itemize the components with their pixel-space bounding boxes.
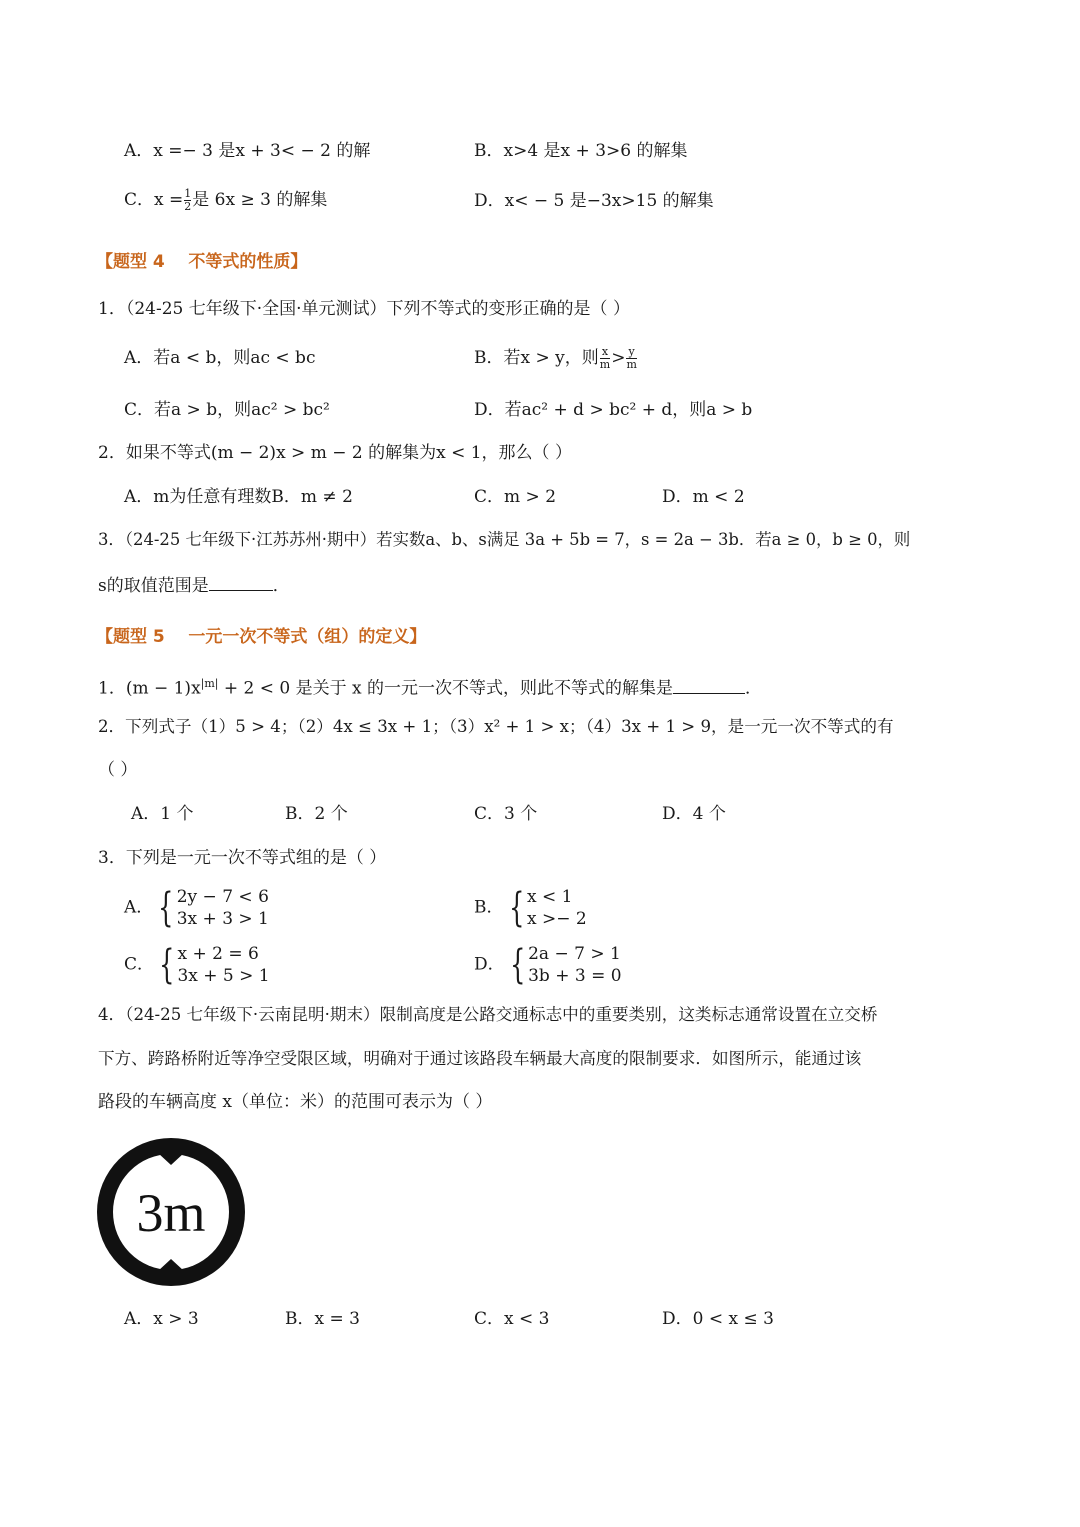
option-a: A．m为任意有理数B．m ≠ 2 bbox=[124, 487, 353, 507]
question-stem-cont: （ ） bbox=[98, 760, 138, 780]
option-d: D．0 < x ≤ 3 bbox=[662, 1309, 774, 1329]
inequality-system: { 2a − 7 > 1 3b + 3 = 0 bbox=[509, 942, 622, 988]
fraction: $\frac{x}{m}$ bbox=[599, 345, 611, 371]
question-stem: 3．下列是一元一次不等式组的是（ ） bbox=[98, 848, 387, 868]
option-d: D．若ac² + d > bc² + d，则a > b bbox=[474, 400, 753, 420]
option-a: A．1 个 bbox=[131, 804, 194, 824]
option-a: A．若a < b，则ac < bc bbox=[124, 348, 316, 368]
option-d: D．m < 2 bbox=[662, 487, 745, 507]
option-d: D．4 个 bbox=[662, 804, 726, 824]
question-stem: 2．如果不等式(m − 2)x > m − 2 的解集为x < 1，那么（ ） bbox=[98, 443, 572, 463]
inequality-system: { x < 1 x >− 2 bbox=[508, 885, 587, 931]
option-c: C．若a > b，则ac² > bc² bbox=[124, 400, 330, 420]
option-b: B．x = 3 bbox=[285, 1309, 360, 1329]
answer-blank bbox=[209, 572, 273, 591]
inequality-system: { 2y − 7 < 6 3x + 3 > 1 bbox=[158, 885, 269, 931]
option-b: B．若x > y，则 $\frac{x}{m}$ > $\frac{y}{m}$ bbox=[474, 345, 637, 371]
option-b: B． { x < 1 x >− 2 bbox=[474, 885, 587, 931]
option-c: C．m > 2 bbox=[474, 487, 557, 507]
option-c: C．3 个 bbox=[474, 804, 538, 824]
question-stem-cont: 路段的车辆高度 x（单位：米）的范围可表示为（ ） bbox=[98, 1092, 493, 1112]
inequality-system: { x + 2 = 6 3x + 5 > 1 bbox=[159, 942, 270, 988]
question-stem: 1．$(m - 1)x^{|m|} + 2 < 0$ 是关于 x 的一元一次不等式，则此不等式的解集是 ． bbox=[98, 672, 762, 701]
section-heading: 【题型 4 不等式的性质】 bbox=[96, 252, 308, 272]
option-c: C． { x + 2 = 6 3x + 5 > 1 bbox=[124, 942, 270, 988]
option-d: D．x< − 5 是−3x>15 的解集 bbox=[474, 191, 714, 211]
option-c: C．x = $\frac{1}{2}$ 是 6x ≥ 3 的解集 bbox=[124, 187, 328, 213]
question-stem: 3．（24-25 七年级下·江苏苏州·期中）若实数a、b、s满足 3a + 5b = 7，s = 2a − 3b．若a ≥ 0，b ≥ 0，则 bbox=[98, 530, 911, 549]
section-heading: 【题型 5 一元一次不等式（组）的定义】 bbox=[96, 627, 427, 647]
option-c: C．x < 3 bbox=[474, 1309, 550, 1329]
fraction: $\frac{y}{m}$ bbox=[626, 345, 637, 371]
height-limit-sign bbox=[96, 1137, 246, 1287]
question-stem: 1．（24-25 七年级下·全国·单元测试）下列不等式的变形正确的是（ ） bbox=[98, 299, 630, 319]
option-a: A．x =− 3 是x + 3< − 2 的解 bbox=[124, 141, 371, 161]
option-text: x>4 是x + 3>6 的解集 bbox=[503, 141, 688, 161]
option-a: A．x > 3 bbox=[124, 1309, 199, 1329]
question-stem: 2．下列式子（1）5 > 4；（2）4x ≤ 3x + 1；（3）x² + 1 > x；（4）3x + 1 > 9，是一元一次不等式的有 bbox=[98, 717, 894, 736]
option-a: A． { 2y − 7 < 6 3x + 3 > 1 bbox=[124, 885, 269, 931]
question-stem: 4．（24-25 七年级下·云南昆明·期末）限制高度是公路交通标志中的重要类别，这类标志通常设置在立交桥 bbox=[98, 1005, 878, 1024]
question-stem-cont: 下方、跨路桥附近等净空受限区域，明确对于通过该路段车辆最大高度的限制要求．如图所示，能通过该 bbox=[98, 1049, 862, 1068]
option-b: B．2 个 bbox=[285, 804, 348, 824]
sign-label: 3m bbox=[136, 1183, 206, 1243]
option-b: B．x>4 是x + 3>6 的解集 bbox=[474, 141, 688, 161]
question-stem-cont: s的取值范围是 ． bbox=[98, 572, 290, 598]
answer-blank bbox=[673, 675, 745, 694]
fraction: $\frac{1}{2}$ bbox=[184, 187, 192, 213]
option-text: x< − 5 是−3x>15 的解集 bbox=[504, 191, 714, 211]
option-text: x =− 3 是x + 3< − 2 的解 bbox=[153, 141, 371, 161]
option-d: D． { 2a − 7 > 1 3b + 3 = 0 bbox=[474, 942, 622, 988]
